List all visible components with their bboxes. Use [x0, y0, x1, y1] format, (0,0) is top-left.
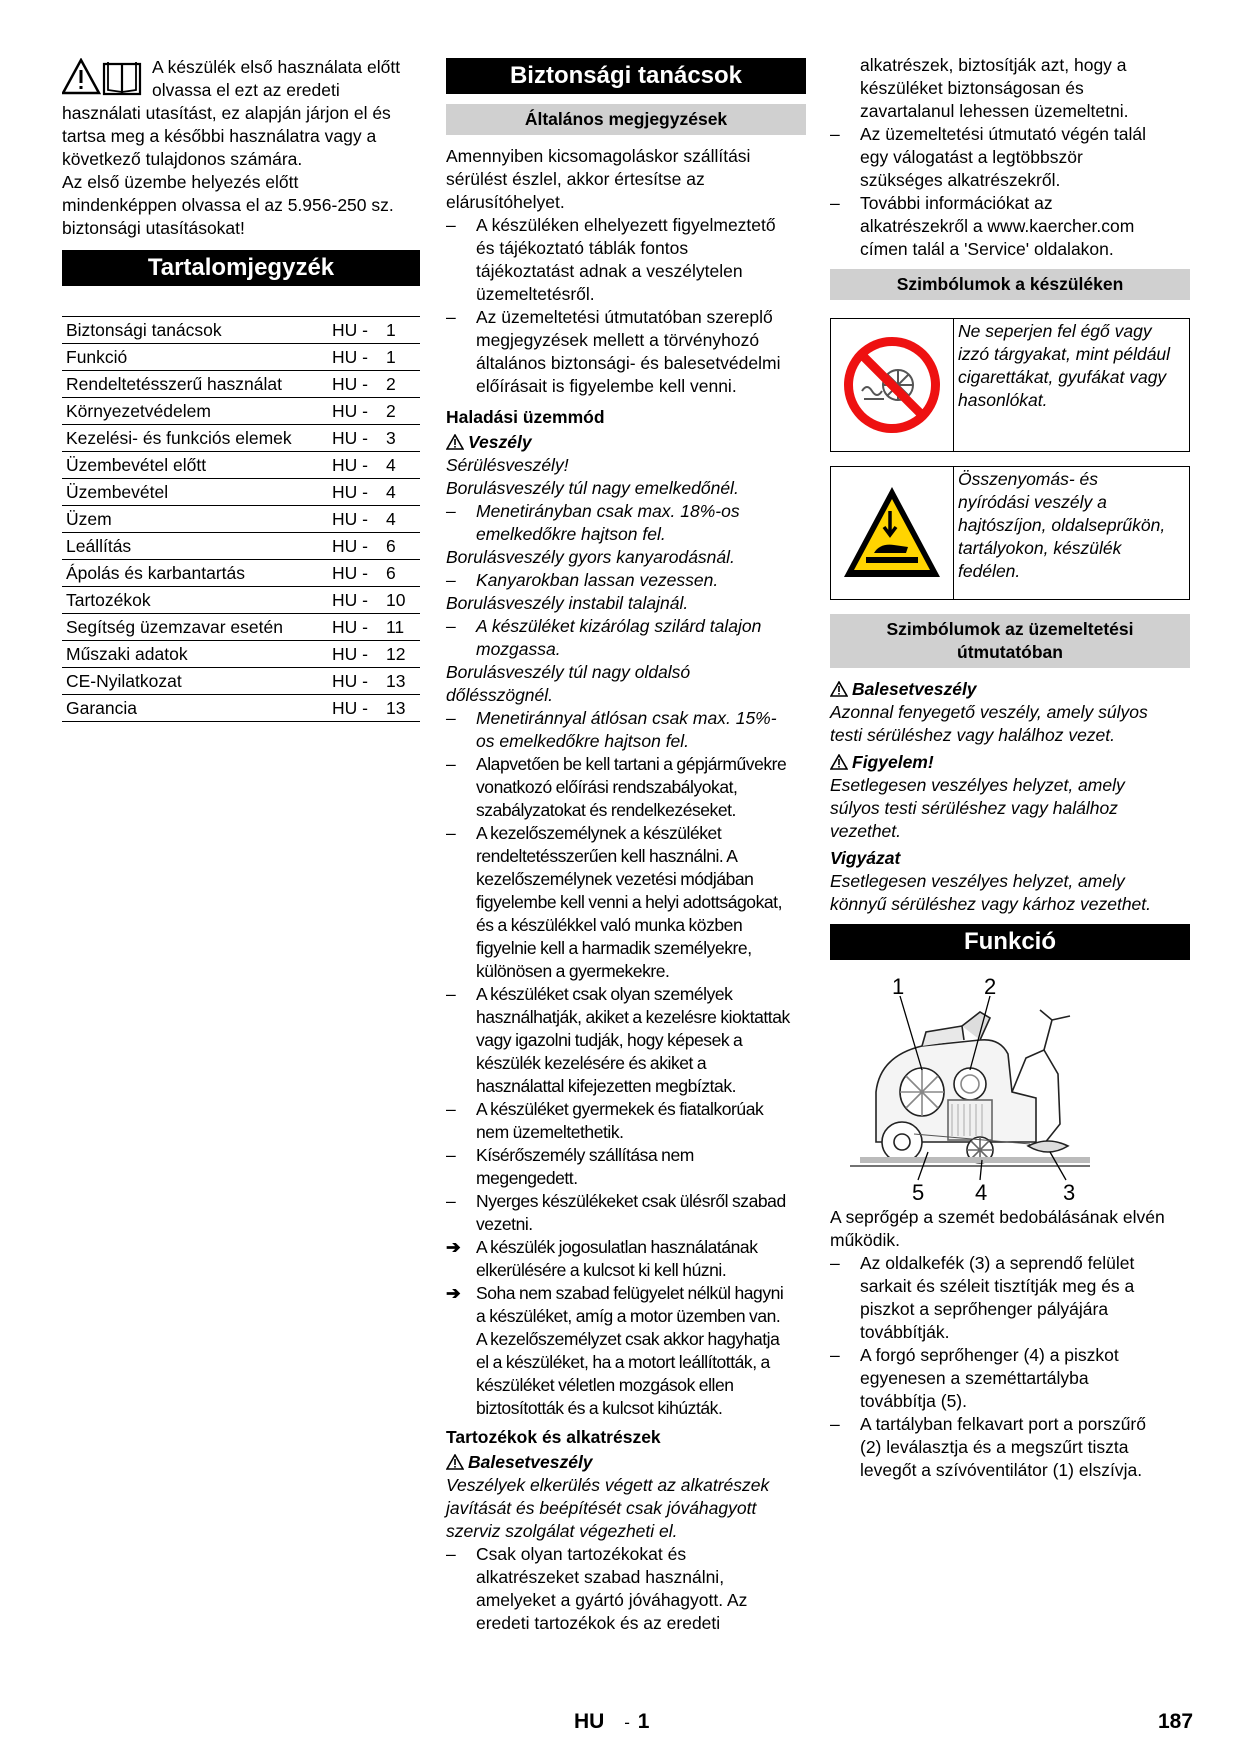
toc-page: 10: [382, 587, 420, 614]
dash-marker: –: [830, 1253, 840, 1273]
toc-page: 4: [382, 506, 420, 533]
drive-line: dőlésszögnél.: [446, 685, 554, 705]
accident-line: testi sérüléshez vagy halálhoz vezet.: [830, 725, 1116, 745]
list-item-line: használhatják, akiket a kezelésre kioktattak: [476, 1007, 790, 1027]
acc-items-more: [830, 123, 1190, 261]
list-item-line: továbbítják.: [860, 1322, 950, 1342]
rule-item: [446, 1098, 806, 1144]
rule-item: [446, 753, 806, 822]
list-item-line: alkatrészekről a www.kaercher.com: [860, 216, 1135, 236]
accident-heading: [830, 678, 1190, 701]
toc-row[interactable]: [62, 425, 420, 452]
toc-lang: HU -: [328, 425, 382, 452]
toc-row[interactable]: [62, 560, 420, 587]
dash-marker: –: [446, 823, 456, 843]
toc-lang: HU -: [328, 398, 382, 425]
dash-marker: –: [446, 307, 456, 327]
drive-item: [446, 500, 806, 546]
accident-label: Balesetveszély: [852, 679, 977, 699]
acc-item-continued: [830, 54, 1190, 123]
callout-1: 1: [892, 974, 905, 999]
toc-lang: HU -: [328, 614, 382, 641]
list-item-line: megjegyzések mellett a törvényhozó: [476, 330, 760, 350]
toc-label: Garancia: [62, 695, 328, 722]
toc-row[interactable]: [62, 371, 420, 398]
acc-item: [446, 1543, 806, 1635]
list-item-line: Nyerges készülékeket csak ülésről szabad: [476, 1191, 786, 1211]
toc-lang: HU -: [328, 317, 382, 344]
accident-line: Azonnal fenyegető veszély, amely súlyos: [830, 702, 1148, 722]
list-item-line: Alapvetően be kell tartani a gépjárművekre: [476, 754, 787, 774]
list-item-line: A készülék jogosulatlan használatának: [476, 1237, 758, 1257]
acc-item: [446, 1543, 806, 1635]
toc-row[interactable]: [62, 479, 420, 506]
list-item-line: Az oldalkefék (3) a seprendő felület: [860, 1253, 1135, 1273]
list-item-line: (2) leválasztja és a megszűrt tiszta: [860, 1437, 1129, 1457]
list-item-line: A készüléket kizárólag szilárd talajon: [476, 616, 762, 636]
toc-lang: HU -: [328, 479, 382, 506]
arrow-icon: ➔: [446, 1283, 461, 1303]
intro-line: A készülék első használata előtt: [152, 57, 401, 77]
list-item-line: és a készülékkel való munka közben: [476, 915, 743, 935]
symbol-text-line: fedélen.: [958, 561, 1021, 581]
list-item-line: A készüléket gyermekek és fiatalkorúak: [476, 1099, 764, 1119]
toc-title: Tartalomjegyzék: [62, 250, 420, 286]
dash-marker: –: [830, 124, 840, 144]
no-burning-objects-icon: [840, 333, 944, 437]
intro-line: tartsa meg a későbbi használatra vagy a: [62, 126, 377, 146]
symbol-text-line: cigarettákat, gyufákat vagy: [958, 367, 1167, 387]
drive-item: [446, 615, 806, 661]
footer-page-number: 187: [1158, 1710, 1194, 1733]
rule-item: [446, 1144, 806, 1190]
list-item-line: sarkait és széleit tisztítják meg és a: [860, 1276, 1135, 1296]
dash-marker: –: [446, 1145, 456, 1165]
general-item: [446, 306, 806, 398]
toc-label: Üzembevétel: [62, 479, 328, 506]
toc-label: Tartozékok: [62, 587, 328, 614]
list-item-line: amelyeket a gyártó jóváhagyott. Az: [476, 1590, 748, 1610]
list-item-line: rendeltetésszerűen kell használni. A: [476, 846, 738, 866]
toc-page: 3: [382, 425, 420, 452]
toc-page: 1: [382, 317, 420, 344]
list-item-line: vezetni.: [476, 1214, 533, 1234]
list-item-line: vagy igazolni tudják, hogy képesek a: [476, 1030, 743, 1050]
toc-row[interactable]: [62, 695, 420, 722]
symbol-box-text: [954, 467, 1189, 599]
list-item-line: kezelőszemélynek vezetési módjában: [476, 869, 754, 889]
toc-lang: HU -: [328, 371, 382, 398]
callout-4: 4: [975, 1180, 988, 1204]
attention-text: [830, 774, 1190, 843]
list-item-line: A forgó seprőhenger (4) a piszkot: [860, 1345, 1119, 1365]
column-middle: [446, 56, 806, 1635]
list-item-line: a készüléket, amíg a motor üzemben van.: [476, 1306, 781, 1326]
footer-lang: [574, 1710, 649, 1734]
toc-label: Kezelési- és funkciós elemek: [62, 425, 328, 452]
intro-line: használati utasítást, ez alapján járjon el és: [62, 103, 391, 123]
column-right: [830, 54, 1190, 1482]
toc-lang: HU -: [328, 587, 382, 614]
acc-warning-line: Veszélyek elkerülés végett az alkatrészek: [446, 1475, 770, 1495]
toc-page: 2: [382, 371, 420, 398]
dash-marker: –: [446, 754, 456, 774]
attention-line: súlyos testi sérüléshez vagy halálhoz: [830, 798, 1118, 818]
list-item-line: Menetirányban csak max. 18%-os: [476, 501, 740, 521]
toc-row[interactable]: [62, 452, 420, 479]
list-item-line: különösen a gyermekekre.: [476, 961, 670, 981]
danger-heading: [446, 431, 806, 454]
dash-marker: –: [446, 616, 456, 636]
drive-title: Haladási üzemmód: [446, 407, 605, 427]
column-left: [62, 56, 420, 722]
list-item-line: További információkat az: [860, 193, 1053, 213]
warning-book-icon: [62, 58, 142, 96]
list-item-line: egyenesen a szeméttartályba: [860, 1368, 1089, 1388]
dash-marker: –: [446, 708, 456, 728]
toc-page: 1: [382, 344, 420, 371]
dash-marker: –: [446, 1191, 456, 1211]
symbol-text-line: hajtószíjon, oldalseprűkön,: [958, 515, 1166, 535]
general-title: Általános megjegyzések: [446, 104, 806, 135]
rule-item: [446, 822, 806, 983]
attention-line: vezethet.: [830, 821, 902, 841]
toc-page: 13: [382, 668, 420, 695]
toc-row[interactable]: [62, 614, 420, 641]
list-item-line: emelkedőkre hajtson fel.: [476, 524, 666, 544]
crush-hazard-icon: [840, 481, 944, 585]
acc-item-line: alkatrészek, biztosítják azt, hogy a: [860, 55, 1127, 75]
list-item-line: általános biztonsági- és balesetvédelmi: [476, 353, 781, 373]
toc-lang: HU -: [328, 452, 382, 479]
toc-page: 6: [382, 533, 420, 560]
intro-line: Az első üzembe helyezés előtt: [62, 172, 299, 192]
list-item-line: mozgassa.: [476, 639, 561, 659]
function-text: [830, 1206, 1190, 1252]
toc-lang: HU -: [328, 668, 382, 695]
general-line: Amennyiben kicsomagoláskor szállítási: [446, 146, 751, 166]
footer-lang-code: HU: [574, 1710, 605, 1733]
function-title: Funkció: [830, 924, 1190, 960]
drive-line: Borulásveszély instabil talajnál.: [446, 593, 689, 613]
acc-item-line: készüléket biztonságosan és: [860, 78, 1084, 98]
safety-title: Biztonsági tanácsok: [446, 58, 806, 94]
symbol-picture: [831, 319, 954, 451]
toc-label: Környezetvédelem: [62, 398, 328, 425]
list-item-line: biztosították és a kulcsot kihúzták.: [476, 1398, 723, 1418]
drive-block: [446, 454, 806, 753]
list-item-line: megengedett.: [476, 1168, 578, 1188]
callout-2: 2: [984, 974, 997, 999]
symbol-text-line: izzó tárgyakat, mint például: [958, 344, 1171, 364]
dash-marker: –: [830, 1345, 840, 1365]
function-item: [830, 1344, 1190, 1413]
intro-line: mindenképpen olvassa el az 5.956-250 sz.: [62, 195, 394, 215]
attention-heading: [830, 751, 1190, 774]
general-item: [446, 214, 806, 306]
symbol-picture: [831, 467, 954, 599]
toc-label: Ápolás és karbantartás: [62, 560, 328, 587]
list-item-line: el a készüléket, ha a motort leállították, a: [476, 1352, 770, 1372]
toc-page: 12: [382, 641, 420, 668]
toc-row[interactable]: [62, 398, 420, 425]
warning-triangle-icon: [830, 754, 848, 770]
list-item-line: egy válogatást a legtöbbször: [860, 147, 1083, 167]
rule-item: [446, 983, 806, 1098]
list-item-line: Soha nem szabad felügyelet nélkül hagyni: [476, 1283, 784, 1303]
acc-title: Tartozékok és alkatrészek: [446, 1427, 661, 1447]
intro-line: olvassa el ezt az eredeti: [152, 80, 340, 100]
warning-triangle-icon: [830, 681, 848, 697]
toc-label: Segítség üzemzavar esetén: [62, 614, 328, 641]
toc-page: 6: [382, 560, 420, 587]
list-item-line: A készüléken elhelyezett figyelmeztető: [476, 215, 776, 235]
intro-line: következő tulajdonos számára.: [62, 149, 303, 169]
function-items: [830, 1252, 1190, 1482]
list-item-line: címen talál a 'Service' oldalakon.: [860, 239, 1114, 259]
dash-marker: –: [830, 193, 840, 213]
sweeper-illustration: [830, 974, 1190, 1204]
drive-item: [446, 569, 806, 592]
acc-item-line: zavartalanul lehessen üzemeltetni.: [860, 101, 1129, 121]
list-item-line: A kezelőszemélynek a készüléket: [476, 823, 722, 843]
list-item-line: eredeti tartozékok és az eredeti: [476, 1613, 721, 1633]
caution-line: Esetlegesen veszélyes helyzet, amely: [830, 871, 1125, 891]
warning-triangle-icon: [446, 1454, 464, 1470]
footer-page-local: 1: [637, 1710, 650, 1733]
arrow-item: [446, 1282, 806, 1420]
attention-line: Esetlegesen veszélyes helyzet, amely: [830, 775, 1125, 795]
toc-lang: HU -: [328, 344, 382, 371]
toc-label: Üzem: [62, 506, 328, 533]
intro-line: biztonsági utasításokat!: [62, 218, 245, 238]
dash-marker: –: [446, 1544, 456, 1564]
toc-page: 2: [382, 398, 420, 425]
list-item-line: figyelembe kell venni a helyi adottságokat,: [476, 892, 782, 912]
rules-block: [446, 753, 806, 1420]
toc-label: CE-Nyilatkozat: [62, 668, 328, 695]
general-text: [446, 145, 806, 214]
sweeper-figure: [830, 974, 1190, 1204]
footer-dash: -: [624, 1713, 630, 1732]
general-items: [446, 214, 806, 398]
symbols-manual-title: Szimbólumok az üzemeltetési útmutatóban: [830, 614, 1190, 668]
acc-item: [830, 123, 1190, 192]
danger-label: Veszély: [468, 432, 532, 452]
list-item-line: os emelkedőkre hajtson fel.: [476, 731, 690, 751]
accident-text: [830, 701, 1190, 747]
list-item-line: alkatrészeket szabad használni,: [476, 1567, 725, 1587]
caution-line: könnyű sérüléshez vagy kárhoz vezethet.: [830, 894, 1152, 914]
toc-label: Leállítás: [62, 533, 328, 560]
toc-row[interactable]: [62, 641, 420, 668]
toc-row[interactable]: [62, 317, 420, 344]
list-item-line: készüléket véletlen mozgások ellen: [476, 1375, 734, 1395]
dash-marker: –: [446, 984, 456, 1004]
symbol-box-text: [954, 319, 1189, 451]
rule-item: [446, 1190, 806, 1236]
list-item-line: használattal kifejezetten megbíztak.: [476, 1076, 737, 1096]
general-line: elárusítóhelyet.: [446, 192, 565, 212]
list-item-line: tájékoztatást adnak a veszélytelen: [476, 261, 743, 281]
toc-page: 4: [382, 479, 420, 506]
list-item-line: levegőt a szívóventilátor (1) elszívja.: [860, 1460, 1143, 1480]
toc-label: Műszaki adatok: [62, 641, 328, 668]
list-item-line: Az üzemeltetési útmutató végén talál: [860, 124, 1146, 144]
symbol-text-line: hasonlókat.: [958, 390, 1048, 410]
toc-label: Üzembevétel előtt: [62, 452, 328, 479]
list-item-line: Menetiránnyal átlósan csak max. 15%-: [476, 708, 777, 728]
symbol-text-line: Összenyomás- és: [958, 469, 1099, 489]
list-item-line: piszkot a seprőhenger pályájára: [860, 1299, 1109, 1319]
dash-marker: –: [446, 1099, 456, 1119]
function-item: [830, 1413, 1190, 1482]
dash-marker: –: [830, 1414, 840, 1434]
acc-warning-line: szerviz szolgálat végezheti el.: [446, 1521, 678, 1541]
toc-row[interactable]: [62, 668, 420, 695]
toc-page: 13: [382, 695, 420, 722]
toc-lang: HU -: [328, 506, 382, 533]
function-line: működik.: [830, 1230, 901, 1250]
toc-label: Funkció: [62, 344, 328, 371]
list-item-line: Csak olyan tartozékokat és: [476, 1544, 687, 1564]
list-item-line: vonatkozó előírási rendszabályokat,: [476, 777, 738, 797]
attention-label: Figyelem!: [852, 752, 934, 772]
drive-line: Sérülésveszély!: [446, 455, 569, 475]
toc-lang: HU -: [328, 695, 382, 722]
dash-marker: –: [446, 570, 456, 590]
toc-row[interactable]: [62, 344, 420, 371]
list-item-line: továbbítja (5).: [860, 1391, 967, 1411]
list-item-line: szabályzatokat és rendelkezéseket.: [476, 800, 736, 820]
arrow-item: [446, 1236, 806, 1282]
symbol-box-crush: [830, 466, 1190, 600]
list-item-line: előírásait is figyelembe kell venni.: [476, 376, 737, 396]
toc-lang: HU -: [328, 641, 382, 668]
toc-row[interactable]: [62, 587, 420, 614]
dash-marker: –: [446, 501, 456, 521]
acc-warning-label: Balesetveszély: [468, 1452, 593, 1472]
caution-text: [830, 870, 1190, 916]
symbol-text-line: tartályokon, készülék: [958, 538, 1122, 558]
list-item-line: Az üzemeltetési útmutatóban szereplő: [476, 307, 773, 327]
warning-triangle-icon: [446, 434, 464, 450]
acc-warning-text: [446, 1474, 806, 1543]
toc-label: Rendeltetésszerű használat: [62, 371, 328, 398]
toc-page: 4: [382, 452, 420, 479]
acc-warning-heading: [446, 1451, 806, 1474]
list-item-line: A tartályban felkavart port a porszűrő: [860, 1414, 1146, 1434]
acc-warning-line: javítását és beépítését csak jóváhagyott: [446, 1498, 757, 1518]
list-item-line: Kísérőszemély szállítása nem: [476, 1145, 694, 1165]
toc-page: 11: [382, 614, 420, 641]
callout-3: 3: [1063, 1180, 1076, 1204]
list-item-line: nem üzemeltethetik.: [476, 1122, 624, 1142]
list-item-line: elkerülésére a kulcsot ki kell húzni.: [476, 1260, 727, 1280]
list-item-line: szükséges alkatrészekről.: [860, 170, 1061, 190]
drive-line: Borulásveszély túl nagy emelkedőnél.: [446, 478, 739, 498]
symbol-text-line: nyíródási veszély a: [958, 492, 1107, 512]
list-item-line: A készüléket csak olyan személyek: [476, 984, 733, 1004]
drive-line: Borulásveszély túl nagy oldalsó: [446, 662, 691, 682]
list-item-line: és tájékoztató táblák fontos: [476, 238, 689, 258]
function-item: [830, 1252, 1190, 1344]
toc-row[interactable]: [62, 533, 420, 560]
arrow-icon: ➔: [446, 1237, 461, 1257]
list-item-line: figyelnie kell a harmadik személyekre,: [476, 938, 752, 958]
list-item-line: készülék kezelésére és akiket a: [476, 1053, 707, 1073]
function-line: A seprőgép a szemét bedobálásának elvén: [830, 1207, 1165, 1227]
caution-label: Vigyázat: [830, 848, 901, 868]
acc-item: [830, 192, 1190, 261]
dash-marker: –: [446, 215, 456, 235]
toc-lang: HU -: [328, 533, 382, 560]
intro-block: [62, 56, 420, 240]
drive-item: [446, 707, 806, 753]
symbols-device-title: Szimbólumok a készüléken: [830, 269, 1190, 300]
list-item-line: üzemeltetésről.: [476, 284, 595, 304]
general-line: sérülést észlel, akkor értesítse az: [446, 169, 705, 189]
symbol-box-no-burning: [830, 318, 1190, 452]
drive-line: Borulásveszély gyors kanyarodásnál.: [446, 547, 735, 567]
list-item-line: Kanyarokban lassan vezessen.: [476, 570, 719, 590]
toc-table: [62, 316, 420, 722]
symbol-text-line: Ne seperjen fel égő vagy: [958, 321, 1152, 341]
toc-label: Biztonsági tanácsok: [62, 317, 328, 344]
list-item-line: A kezelőszemélyzet csak akkor hagyhatja: [476, 1329, 780, 1349]
callout-5: 5: [912, 1180, 925, 1204]
toc-row[interactable]: [62, 506, 420, 533]
toc-lang: HU -: [328, 560, 382, 587]
